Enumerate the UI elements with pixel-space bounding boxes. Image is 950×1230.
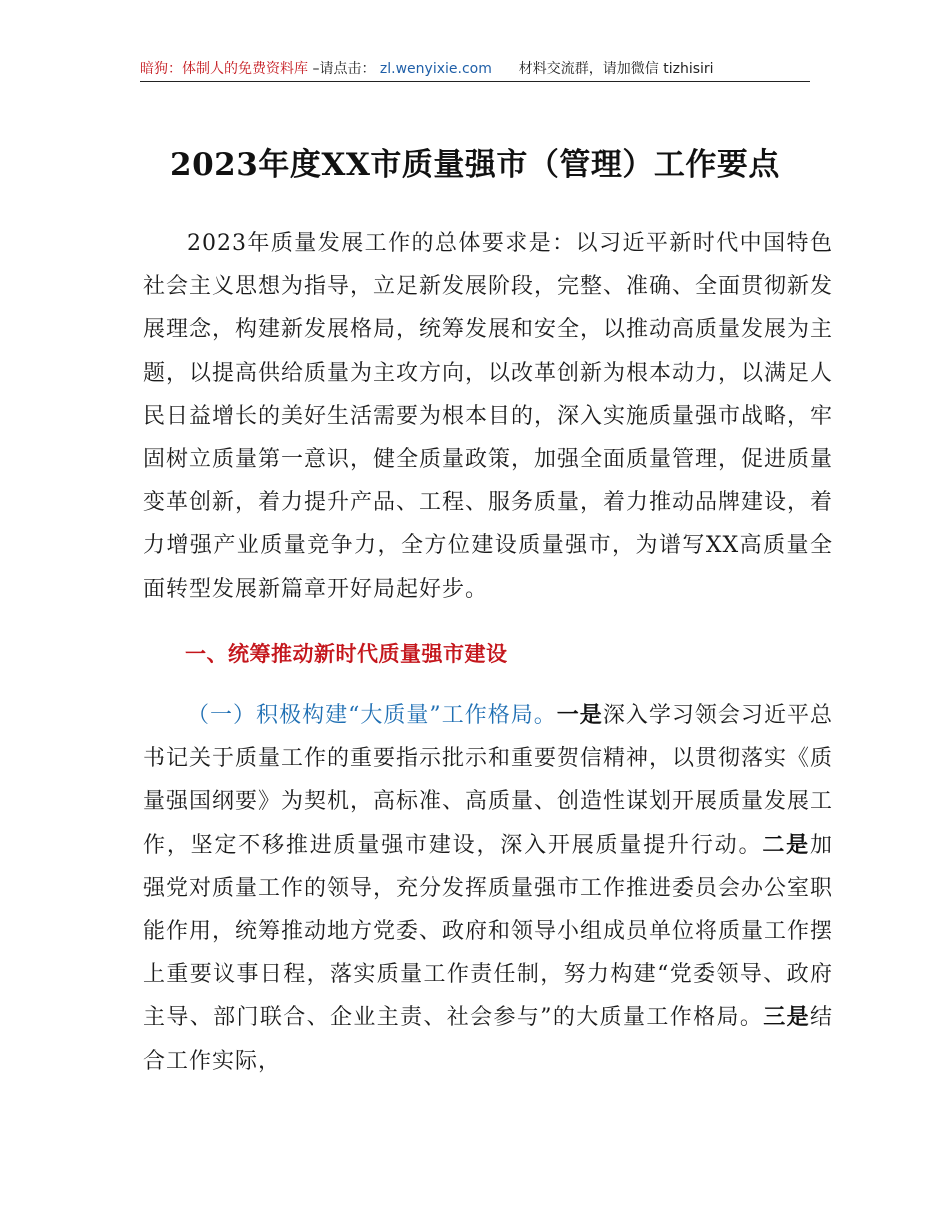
header-site-name: 暗狗：体制人的免费资料库 <box>140 61 308 77</box>
document-title: 2023年度XX市质量强市（管理）工作要点 <box>170 147 780 183</box>
page-header <box>140 58 810 80</box>
subsection-paragraph <box>143 694 833 1083</box>
item-label: 二是 <box>762 831 810 858</box>
section-heading: 一、统筹推动新时代质量强市建设 <box>185 641 508 666</box>
item-text: 深入学习领会习近平总书记关于质量工作的重要指示批示和重要贺信精神，以贯彻落实《质量强国纲要》为契机，高标准、高质量、创造性谋划开展质量发展工作，坚定不移推进质量强市建设，深入开展质量提升行动。 <box>143 703 834 858</box>
item-text: 加强党对质量工作的领导，充分发挥质量强市工作推进委员会办公室职能作用，统筹推动地方党委、政府和领导小组成员单位将质量工作摆上重要议事日程，落实质量工作责任制，努力构建“党委领导、政府主导、部门联合、企业主责、社会参与”的大质量工作格局。 <box>143 832 834 1031</box>
header-url-link[interactable]: zl.wenyixie.com <box>379 61 492 77</box>
header-divider <box>140 81 810 82</box>
header-group-text: 材料交流群，请加微信 tizhisiri <box>518 61 714 77</box>
intro-paragraph: 2023年质量发展工作的总体要求是：以习近平新时代中国特色社会主义思想为指导，立足新发展阶段，完整、准确、全面贯彻新发展理念，构建新发展格局，统筹发展和安全，以推动高质量发展为主题，以提高供给质量为主攻方向，以改革创新为根本动力，以满足人民日益增长的美好生活需要为根本目的，深入实施质量强市战略，牢固树立质量第一意识，健全质量政策，加强全面质量管理，促进质量变革创新，着力提升产品、工程、服务质量，着力推动品牌建设，着力增强产业质量竞争力，全方位建设质量强市，为谱写XX高质量全面转型发展新篇章开好局起好步。 <box>143 231 834 602</box>
header-click-prompt: –请点击： <box>312 61 376 77</box>
item-label: 一是 <box>556 702 603 729</box>
document-body <box>143 222 833 1083</box>
item-text: 结合工作实际， <box>143 1005 833 1074</box>
item-label: 三是 <box>763 1004 810 1031</box>
subsection-heading: （一）积极构建“大质量”工作格局。 <box>187 703 557 729</box>
